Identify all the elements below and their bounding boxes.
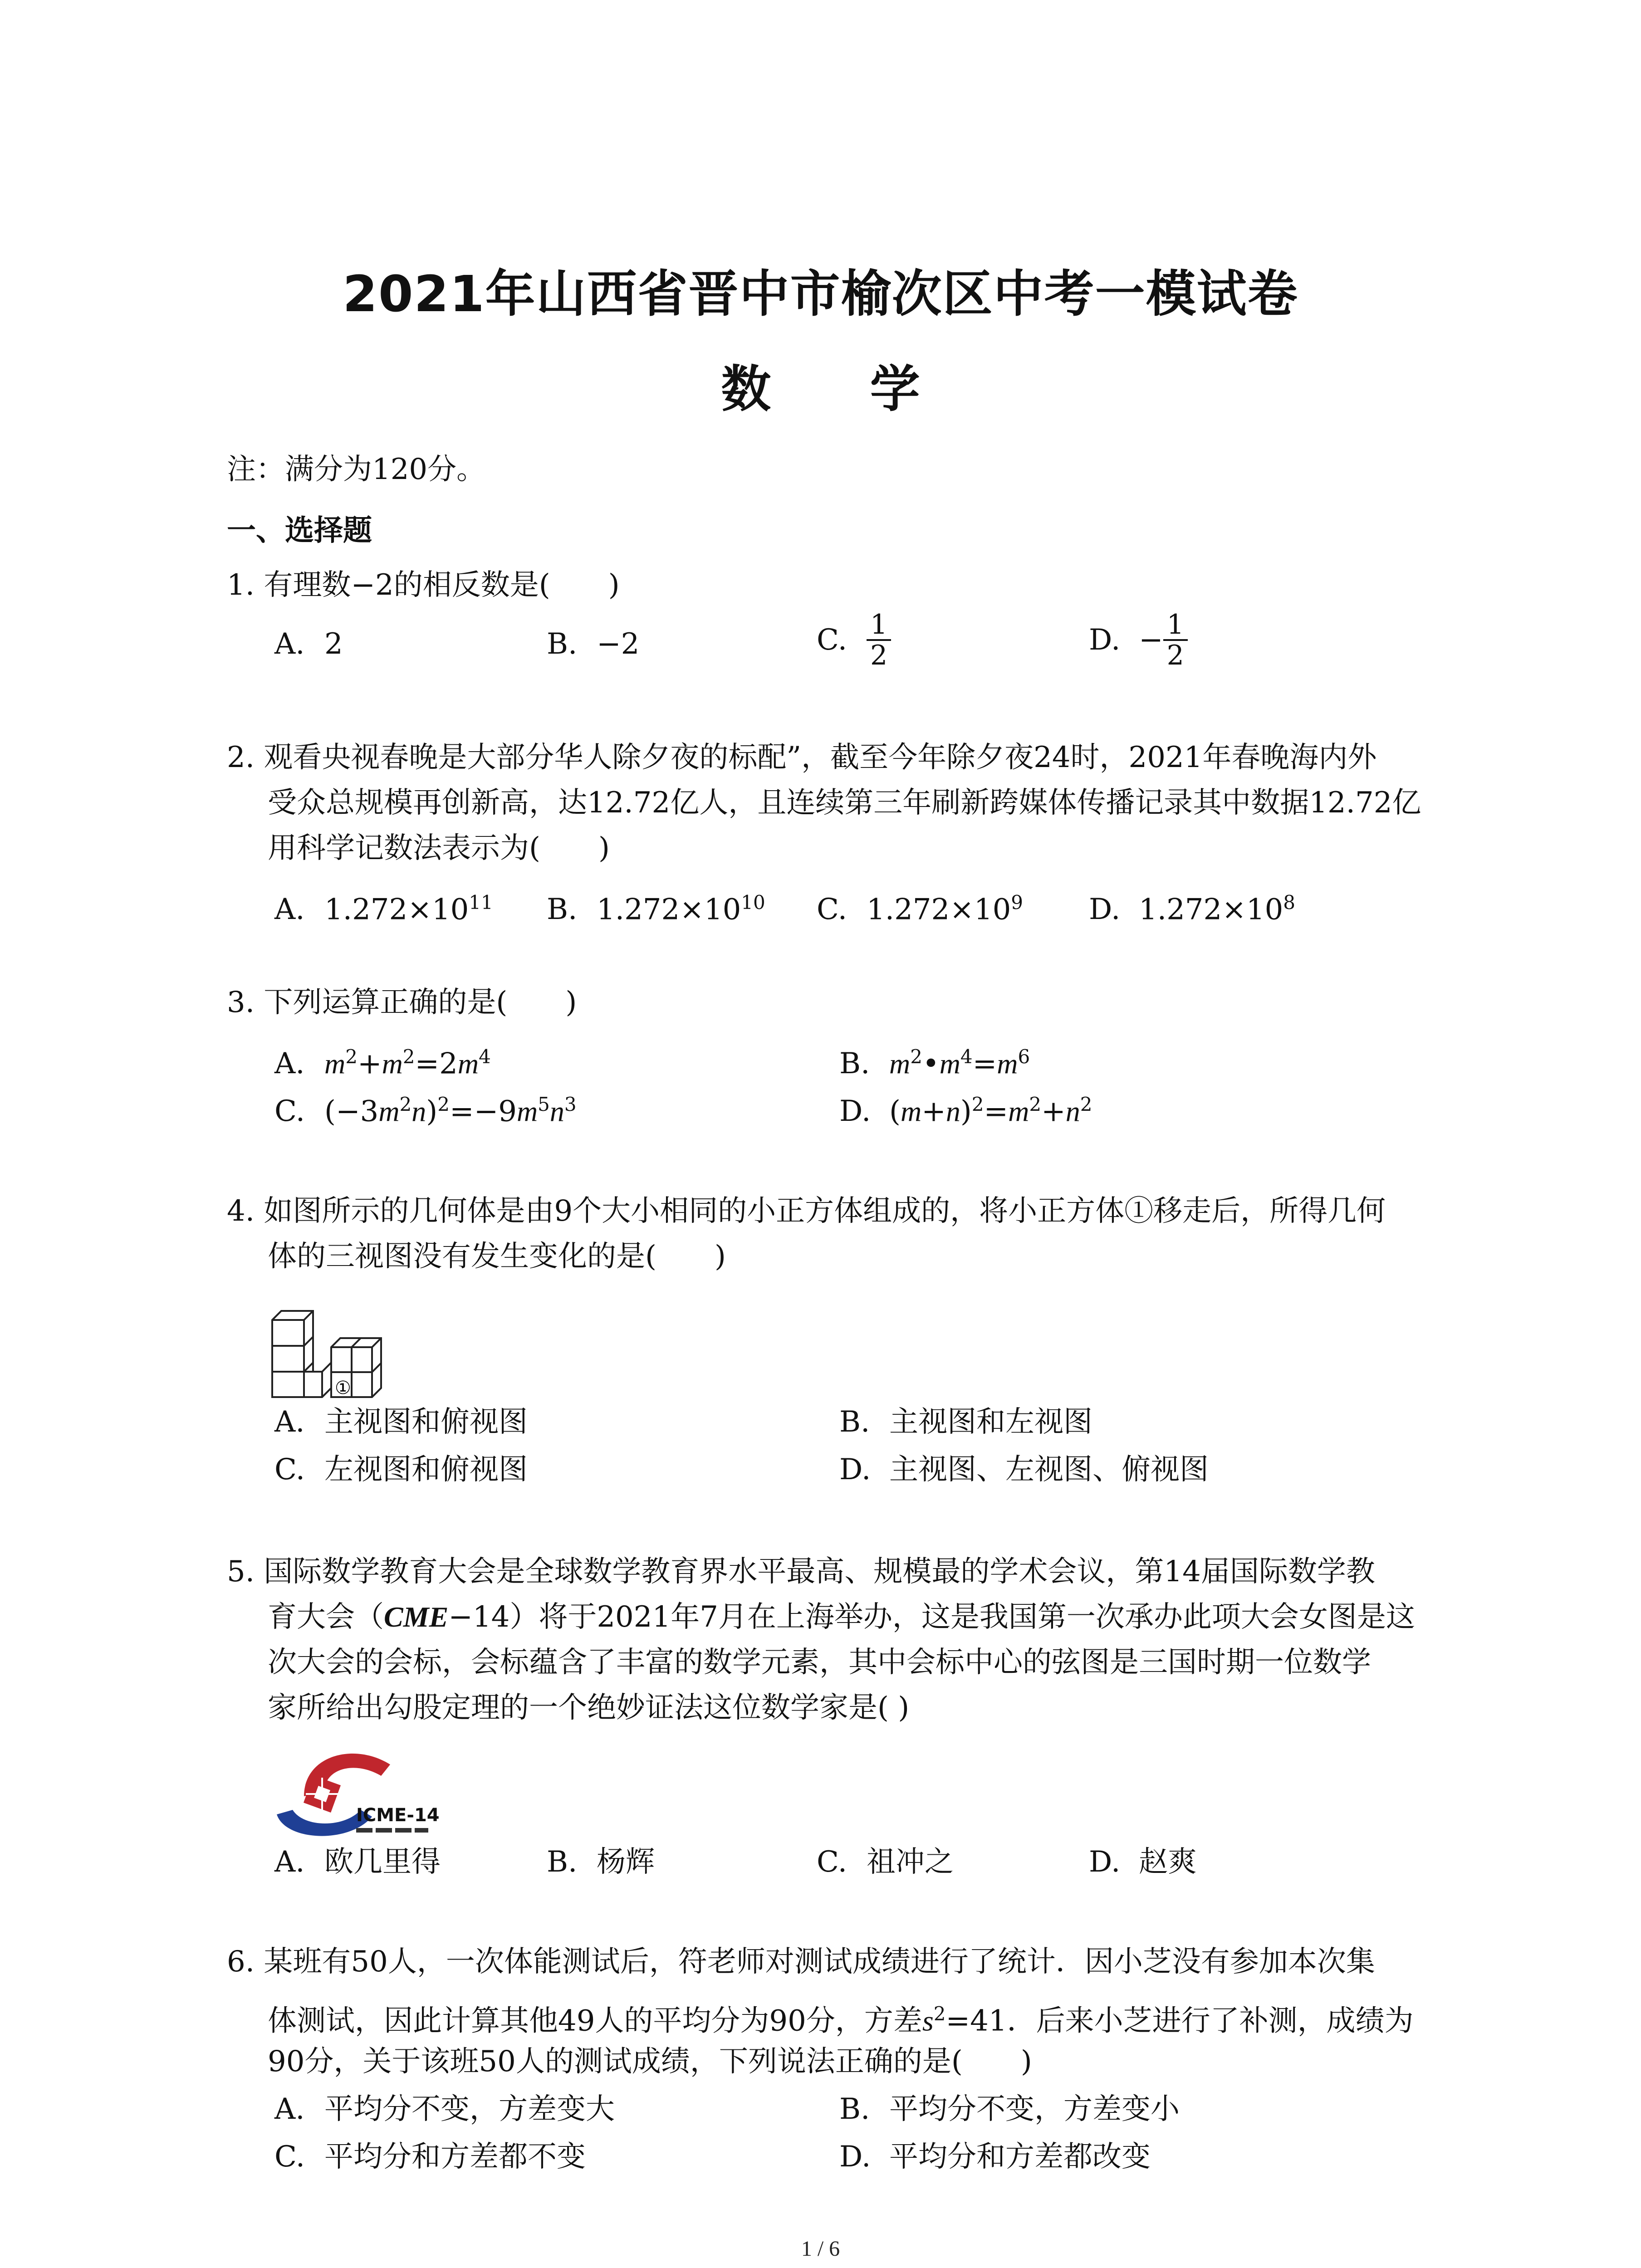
q4-option-a: A. 主视图和俯视图 [274, 1405, 528, 1439]
q5-line3: 次大会的会标，会标蕴含了丰富的数学元素，其中会标中心的弦图是三国时期一位数学 [268, 1646, 1371, 1679]
q6-line2: 体测试，因此计算其他49人的平均分为90分，方差$s^2=41$．后来小芝进行了补测，成绩为 [268, 2003, 1414, 2038]
q2-line2: 受众总规模再创新高，达12.72亿人，且连续第三年刷新跨媒体传播记录其中数据12.72亿 [268, 786, 1421, 820]
q3-option-c: C. $(-3m^2n)^2=-9m^5n^3$ [274, 1093, 577, 1129]
q4-option-b: B. 主视图和左视图 [839, 1405, 1092, 1439]
q2-option-a: A. $1.272\times 10^{11}$ [274, 891, 493, 927]
q6-line1: 6. 某班有50人，一次体能测试后，符老师对测试成绩进行了统计．因小芝没有参加本次集 [227, 1945, 1375, 1979]
cube-label: ① [335, 1378, 351, 1398]
q5-line4: 家所给出勾股定理的一个绝妙证法这位数学家是( ) [268, 1691, 910, 1725]
q5-line1: 5. 国际数学教育大会是全球数学教育界水平最高、规模最的学术会议，第14届国际数学教 [227, 1555, 1375, 1589]
section-heading: 一、选择题 [227, 514, 372, 547]
q3-option-d: D. $(m+n)^2=m^2+n^2$ [839, 1093, 1092, 1129]
exam-title: 2021年山西省晋中市榆次区中考一模试卷 [343, 265, 1298, 323]
q2-line1: 2. 观看央视春晚是大部分华人除夕夜的标配”，截至今年除夕夜24时，2021年春晚海内外 [227, 741, 1377, 774]
q3-option-a: A. $m^2+m^2=2m^4$ [274, 1046, 491, 1081]
q5-option-a: A. 欧几里得 [274, 1845, 441, 1879]
icme-logo [268, 1737, 449, 1846]
q1-option-b: B. −2 [547, 627, 640, 661]
score-note: 注：满分为120分。 [227, 453, 486, 486]
q6-option-c: C. 平均分和方差都不变 [274, 2140, 586, 2174]
q2-line3: 用科学记数法表示为( ) [268, 831, 610, 865]
q2-option-c: C. $1.272\times 10^9$ [817, 891, 1024, 927]
cube-figure [263, 1288, 395, 1406]
q5-option-c: C. 祖冲之 [817, 1845, 954, 1879]
page-number: 1 / 6 [801, 2237, 840, 2261]
q6-option-a: A. 平均分不变，方差变大 [274, 2092, 615, 2126]
q5-option-b: B. 杨辉 [547, 1845, 655, 1879]
logo-text: ICME-14 [356, 1805, 440, 1826]
q5-line2: 育大会（CME−14）将于2021年7月在上海举办，这是我国第一次承办此项大会女图是这 [268, 1600, 1415, 1634]
q4-option-c: C. 左视图和俯视图 [274, 1453, 528, 1486]
q4-line1: 4. 如图所示的几何体是由9个大小相同的小正方体组成的，将小正方体①移走后，所得几何 [227, 1194, 1386, 1228]
q1-option-c: C. $\frac{1}{2}$ [817, 610, 891, 670]
q6-option-d: D. 平均分和方差都改变 [839, 2140, 1151, 2174]
fraction: $\frac{1}{2}$ [1163, 610, 1188, 670]
q2-option-b: B. $1.272\times 10^{10}$ [547, 891, 765, 927]
q4-line2: 体的三视图没有发生变化的是( ) [268, 1240, 726, 1273]
q3-stem: 3. 下列运算正确的是( ) [227, 986, 577, 1019]
q5-option-d: D. 赵爽 [1089, 1845, 1197, 1879]
q6-line3: 90分，关于该班50人的测试成绩，下列说法正确的是( ) [268, 2045, 1032, 2078]
q3-option-b: B. $m^2•m^4=m^6$ [839, 1046, 1030, 1081]
q4-option-d: D. 主视图、左视图、俯视图 [839, 1453, 1209, 1486]
q1-stem: 1. 有理数−2的相反数是( ) [227, 568, 620, 602]
fraction: $\frac{1}{2}$ [867, 610, 891, 670]
q1-option-a: A. 2 [274, 627, 343, 661]
q1-option-d: D. − $\frac{1}{2}$ [1089, 610, 1188, 670]
subject-title: 数 学 [721, 360, 961, 418]
q2-option-d: D. $1.272\times 10^8$ [1089, 891, 1296, 927]
q6-option-b: B. 平均分不变，方差变小 [839, 2092, 1180, 2126]
